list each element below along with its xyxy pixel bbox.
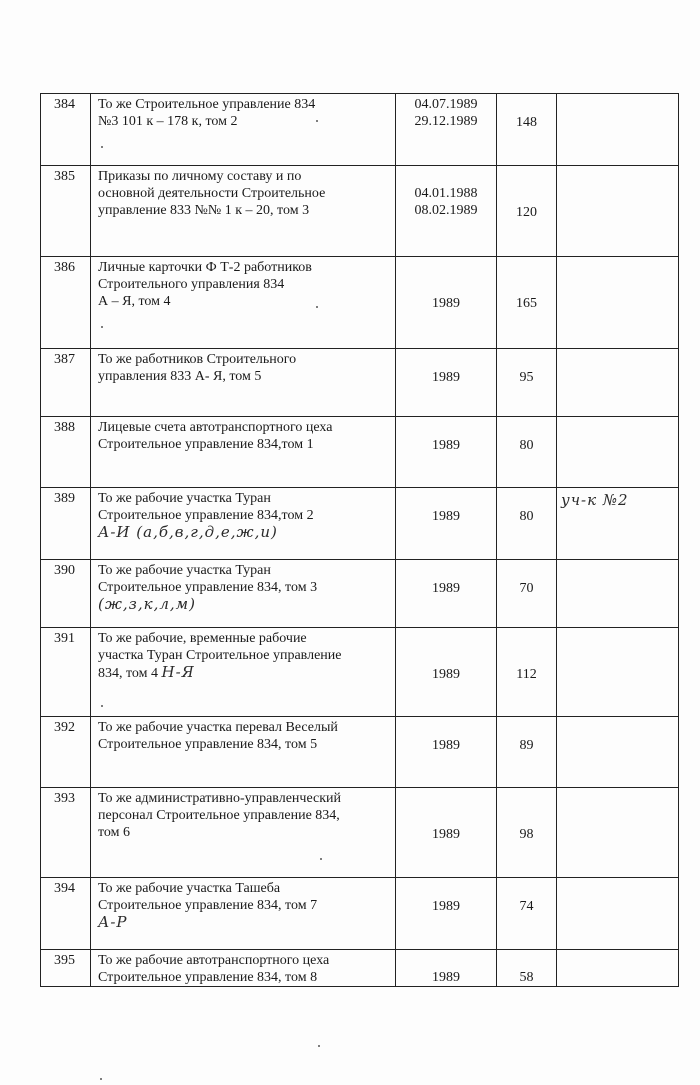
title-line: Приказы по личному составу и по: [98, 169, 302, 184]
row-title: [91, 717, 396, 788]
title-line: То же рабочие участка перевал Веселый: [98, 720, 338, 735]
year: 1989: [432, 899, 460, 914]
row-dates: [396, 257, 497, 349]
row-number: 393: [41, 788, 91, 878]
row-sheet-count: [497, 717, 557, 788]
row-sheet-count: [497, 488, 557, 560]
row-dates: [396, 878, 497, 950]
year: 1989: [432, 581, 460, 596]
row-title: [91, 628, 396, 717]
handwritten-letter-range: А-И (а,б,в,г,д,е,ж,и): [98, 523, 278, 541]
row-sheet-count: [497, 950, 557, 987]
row-number: 389: [41, 488, 91, 560]
table-row: [41, 628, 679, 717]
title-line: Строительное управление 834, том 7: [98, 898, 318, 913]
title-line: Строительное управление 834, том 3: [98, 580, 318, 595]
row-note: [557, 788, 679, 878]
title-line: Строительное управление 834,том 1: [98, 437, 314, 452]
table-row: [41, 950, 679, 987]
row-note: [557, 717, 679, 788]
scan-speck: [101, 146, 103, 148]
row-note: [557, 488, 679, 560]
sheet-count: 112: [516, 667, 537, 682]
table-row: [41, 560, 679, 628]
scan-speck: [100, 1078, 102, 1080]
row-title: [91, 878, 396, 950]
sheet-count: 74: [519, 899, 534, 914]
title-line: То же рабочие участка Туран: [98, 491, 271, 506]
table-row: [41, 878, 679, 950]
row-note: [557, 560, 679, 628]
year: 1989: [432, 438, 460, 453]
row-sheet-count: [497, 417, 557, 488]
sheet-count: 98: [519, 827, 534, 842]
row-dates: [396, 94, 497, 166]
scan-speck: [318, 1045, 320, 1047]
sheet-count: 58: [519, 970, 534, 985]
title-line: То же рабочие автотранспортного цеха: [98, 953, 330, 968]
date-end: 08.02.1989: [414, 203, 478, 218]
title-line: 834, том 4: [98, 666, 159, 681]
row-title: [91, 560, 396, 628]
title-line: Строительное управление 834, том 8: [98, 970, 318, 985]
row-dates: [396, 166, 497, 257]
year: 1989: [432, 970, 460, 985]
row-number: 394: [41, 878, 91, 950]
year: 1989: [432, 738, 460, 753]
title-line: То же рабочие, временные рабочие: [98, 631, 307, 646]
row-number: 391: [41, 628, 91, 717]
year: 1989: [432, 296, 460, 311]
row-sheet-count: [497, 560, 557, 628]
row-note: [557, 417, 679, 488]
row-dates: [396, 349, 497, 417]
row-dates: [396, 950, 497, 987]
title-line: управление 833 №№ 1 к – 20, том 3: [98, 203, 310, 218]
row-title: [91, 417, 396, 488]
scan-speck: [316, 306, 318, 308]
row-note: [557, 166, 679, 257]
title-line: То же рабочие участка Ташеба: [98, 881, 281, 896]
table-row: [41, 257, 679, 349]
title-line: основной деятельности Строительное: [98, 186, 326, 201]
row-dates: [396, 560, 497, 628]
handwritten-letter-range: А-Р: [98, 913, 128, 931]
row-note: [557, 628, 679, 717]
table-row: [41, 166, 679, 257]
title-line: том 6: [98, 825, 131, 840]
row-note: [557, 94, 679, 166]
row-sheet-count: [497, 166, 557, 257]
row-title: [91, 257, 396, 349]
year: 1989: [432, 509, 460, 524]
year: 1989: [432, 370, 460, 385]
table-row: [41, 717, 679, 788]
row-number: 390: [41, 560, 91, 628]
row-note: [557, 950, 679, 987]
date-start: 04.07.1989: [414, 97, 478, 112]
sheet-count: 80: [519, 438, 534, 453]
row-dates: [396, 788, 497, 878]
title-line: Личные карточки Ф Т-2 работников: [98, 260, 312, 275]
title-line: Строительное управление 834, том 5: [98, 737, 318, 752]
year: 1989: [432, 827, 460, 842]
title-line: То же рабочие участка Туран: [98, 563, 271, 578]
sheet-count: 95: [519, 370, 534, 385]
sheet-count: 80: [519, 509, 534, 524]
table-row: [41, 417, 679, 488]
title-line: А – Я, том 4: [98, 294, 171, 309]
row-note: [557, 878, 679, 950]
row-number: 386: [41, 257, 91, 349]
row-number: 392: [41, 717, 91, 788]
title-line: персонал Строительное управление 834,: [98, 808, 340, 823]
sheet-count: 148: [516, 115, 537, 130]
row-title: [91, 94, 396, 166]
title-line: Строительного управления 834: [98, 277, 285, 292]
handwritten-note: уч-к №2: [561, 491, 629, 509]
scan-speck: [101, 705, 103, 707]
title-line: управления 833 А- Я, том 5: [98, 369, 262, 384]
row-title: [91, 788, 396, 878]
row-title: [91, 166, 396, 257]
row-sheet-count: [497, 349, 557, 417]
sheet-count: 89: [519, 738, 534, 753]
row-note: [557, 349, 679, 417]
date-start: 04.01.1988: [414, 186, 478, 201]
table-row: [41, 488, 679, 560]
scan-speck: [320, 858, 322, 860]
row-title: [91, 488, 396, 560]
sheet-count: 165: [516, 296, 537, 311]
handwritten-letter-range: (ж,з,к,л,м): [98, 595, 196, 613]
sheet-count: 120: [516, 205, 537, 220]
title-line: То же Строительное управление 834: [98, 97, 316, 112]
row-note: [557, 257, 679, 349]
row-dates: [396, 717, 497, 788]
title-line: участка Туран Строительное управление: [98, 648, 342, 663]
row-sheet-count: [497, 257, 557, 349]
row-sheet-count: [497, 94, 557, 166]
year: 1989: [432, 667, 460, 682]
row-sheet-count: [497, 788, 557, 878]
row-title: [91, 349, 396, 417]
title-line: Строительное управление 834,том 2: [98, 508, 314, 523]
row-number: 384: [41, 94, 91, 166]
row-dates: [396, 628, 497, 717]
handwritten-letter-range: Н-Я: [161, 663, 195, 681]
title-line: То же работников Строительного: [98, 352, 297, 367]
table-row: [41, 788, 679, 878]
row-number: 387: [41, 349, 91, 417]
sheet-count: 70: [519, 581, 534, 596]
table-row: [41, 349, 679, 417]
scan-speck: [101, 326, 103, 328]
date-end: 29.12.1989: [414, 114, 478, 129]
row-sheet-count: [497, 878, 557, 950]
row-dates: [396, 417, 497, 488]
inventory-table: [40, 93, 679, 987]
row-number: 388: [41, 417, 91, 488]
row-number: 395: [41, 950, 91, 987]
title-line: То же административно-управленческий: [98, 791, 342, 806]
row-number: 385: [41, 166, 91, 257]
row-dates: [396, 488, 497, 560]
row-title: [91, 950, 396, 987]
title-line: Лицевые счета автотранспортного цеха: [98, 420, 333, 435]
table-row: [41, 94, 679, 166]
title-line: №3 101 к – 178 к, том 2: [98, 114, 238, 129]
row-sheet-count: [497, 628, 557, 717]
scan-speck: [316, 120, 318, 122]
